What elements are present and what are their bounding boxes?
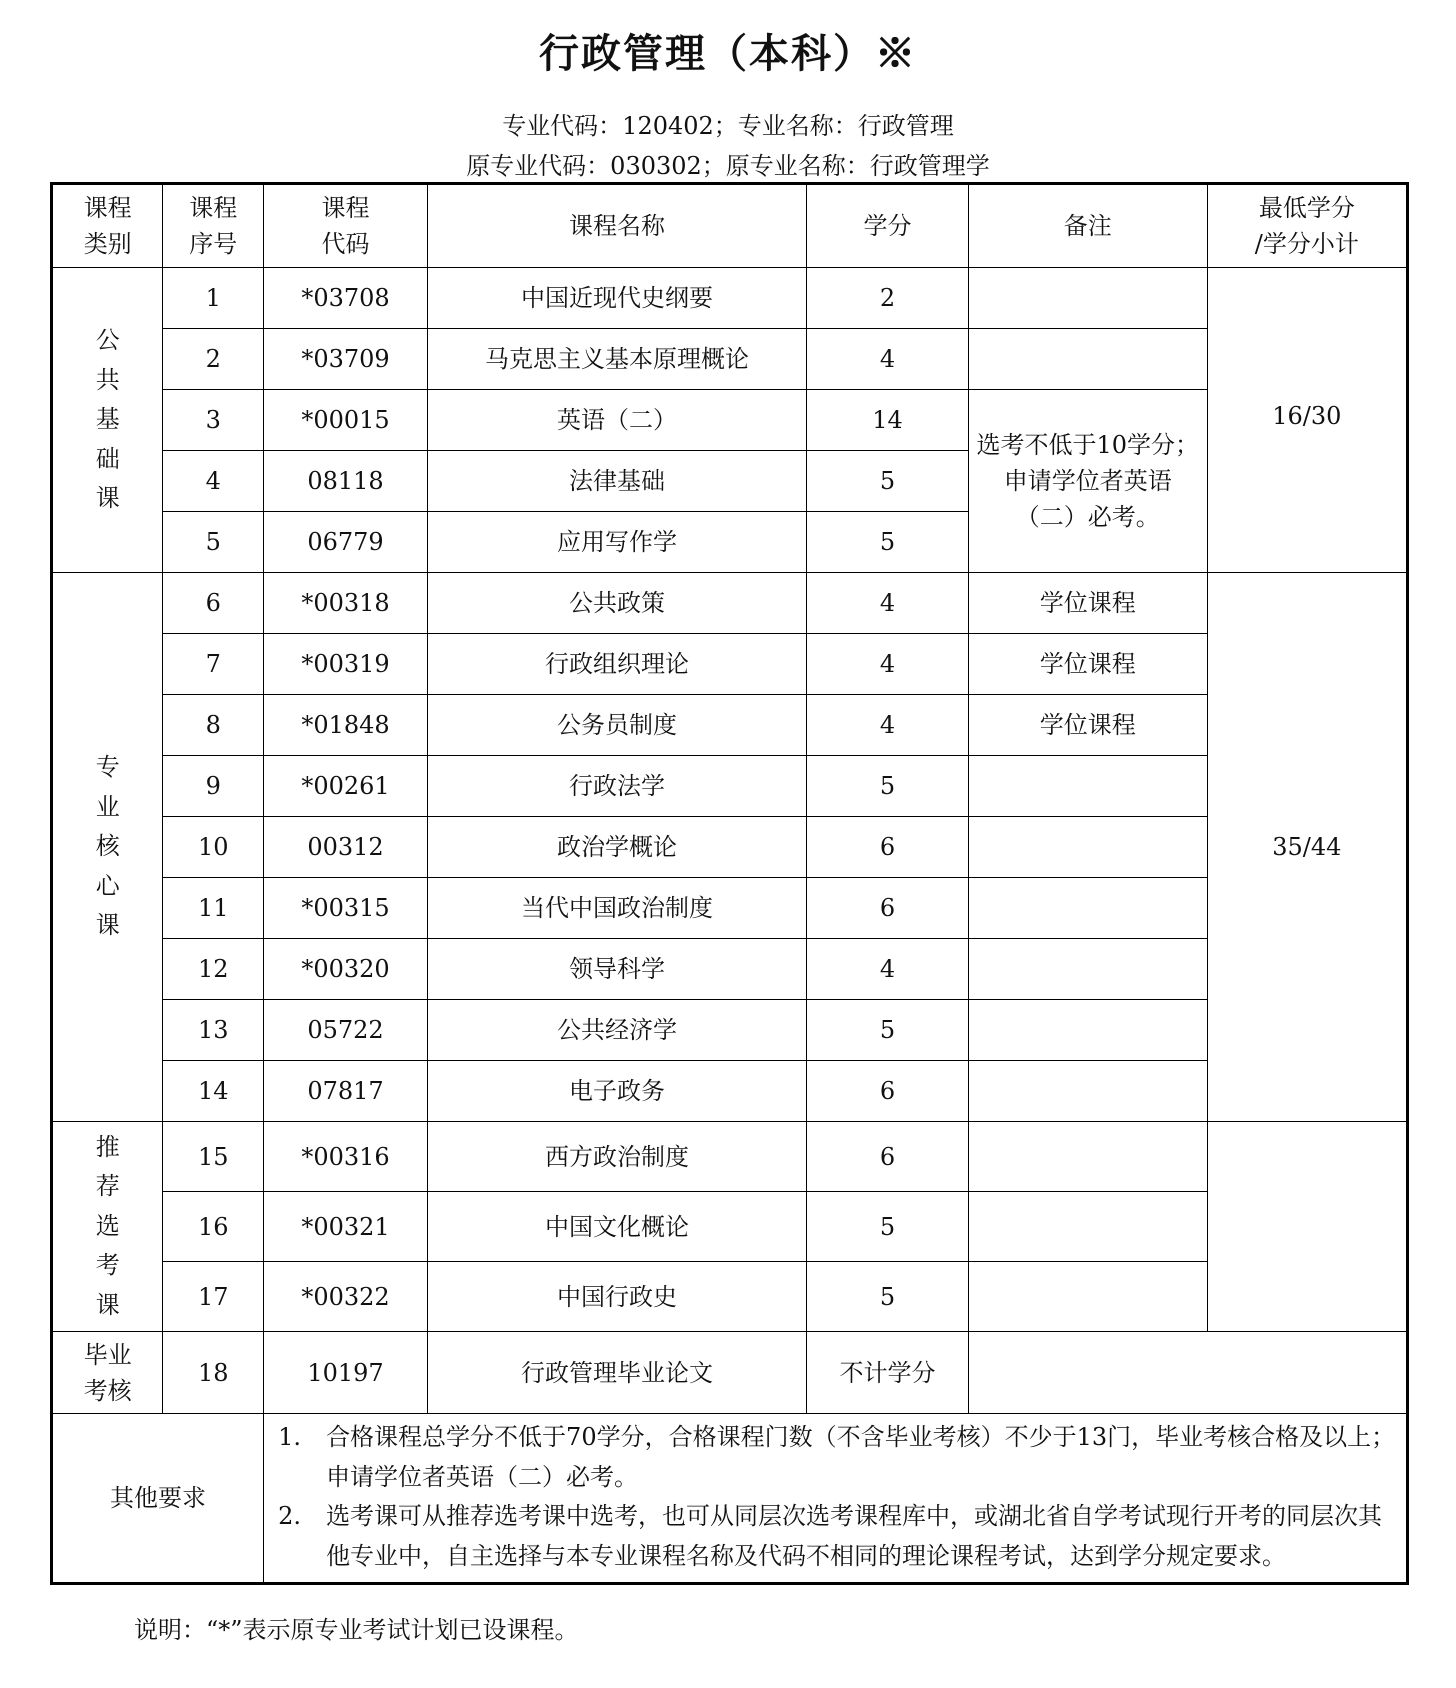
page-title: 行政管理（本科）※ [539,30,917,77]
course-remark [968,1000,1207,1061]
course-name: 马克思主义基本原理概论 [427,329,806,390]
course-seq: 17 [163,1262,264,1332]
course-remark [968,878,1207,939]
course-code: *00315 [264,878,428,939]
course-remark: 学位课程 [968,573,1207,634]
course-remark [968,1262,1207,1332]
course-code: *00318 [264,573,428,634]
category-core: 专 业 核 心 课 [52,573,163,1122]
course-remark [968,817,1207,878]
course-credit: 6 [807,1122,969,1192]
table-row [52,1000,1408,1061]
course-code: *00319 [264,634,428,695]
course-name: 中国行政史 [427,1262,806,1332]
course-seq: 6 [163,573,264,634]
course-remark [968,756,1207,817]
footnote: 说明：“*”表示原专业考试计划已设课程。 [134,1616,579,1644]
course-remark [968,939,1207,1000]
course-credit: 5 [807,756,969,817]
course-seq: 9 [163,756,264,817]
header-min-credit: 最低学分 /学分小计 [1207,184,1407,268]
course-remark [968,329,1207,390]
graduation-row [52,1332,1408,1414]
min-credit-elective [1207,1122,1407,1332]
course-code: 05722 [264,1000,428,1061]
course-name: 行政法学 [427,756,806,817]
course-name: 西方政治制度 [427,1122,806,1192]
course-credit: 6 [807,878,969,939]
table-row [52,573,1408,634]
course-name: 行政管理毕业论文 [427,1332,806,1414]
table-row [52,695,1408,756]
requirement-item: 1. 合格课程总学分不低于70学分，合格课程门数（不含毕业考核）不少于13门，毕业考核合格及以上；申请学位者英语（二）必考。 [278,1423,1396,1491]
course-seq: 8 [163,695,264,756]
table-row [52,634,1408,695]
category-public-basic: 公 共 基 础 课 [52,268,163,573]
course-code: *00322 [264,1262,428,1332]
course-credit: 4 [807,329,969,390]
curriculum-table [50,182,1409,1585]
course-seq: 2 [163,329,264,390]
merged-remark: 选考不低于10学分； 申请学位者英语 （二）必考。 [968,390,1207,573]
table-row [52,817,1408,878]
course-seq: 5 [163,512,264,573]
course-seq: 11 [163,878,264,939]
table-row [52,1061,1408,1122]
header-credit: 学分 [807,184,969,268]
table-row [52,1192,1408,1262]
table-row [52,268,1408,329]
course-name: 英语（二） [427,390,806,451]
header-category: 课程 类别 [52,184,163,268]
course-code: *03708 [264,268,428,329]
course-seq: 16 [163,1192,264,1262]
course-code: *03709 [264,329,428,390]
table-row [52,756,1408,817]
course-name: 电子政务 [427,1061,806,1122]
course-seq: 18 [163,1332,264,1414]
course-code: 07817 [264,1061,428,1122]
course-seq: 10 [163,817,264,878]
course-code: *00321 [264,1192,428,1262]
requirement-item: 2. 选考课可从推荐选考课中选考，也可从同层次选考课程库中，或湖北省自学考试现行开考的同层次其他专业中，自主选择与本专业课程名称及代码不相同的理论课程考试，达到学分规定要求。 [278,1502,1383,1570]
course-code: 08118 [264,451,428,512]
table-row [52,329,1408,390]
course-code: 06779 [264,512,428,573]
course-name: 领导科学 [427,939,806,1000]
course-code: 10197 [264,1332,428,1414]
course-code: *00261 [264,756,428,817]
course-credit: 5 [807,1192,969,1262]
min-credit-core: 35/44 [1207,573,1407,1122]
course-name: 中国文化概论 [427,1192,806,1262]
course-code: *00320 [264,939,428,1000]
course-code: *01848 [264,695,428,756]
course-name: 行政组织理论 [427,634,806,695]
header-seq: 课程 序号 [163,184,264,268]
course-credit: 5 [807,1262,969,1332]
course-name: 应用写作学 [427,512,806,573]
course-seq: 4 [163,451,264,512]
course-credit: 5 [807,451,969,512]
course-credit: 6 [807,1061,969,1122]
course-credit: 4 [807,939,969,1000]
course-name: 政治学概论 [427,817,806,878]
course-name: 法律基础 [427,451,806,512]
header-row [52,184,1408,268]
course-credit: 5 [807,512,969,573]
course-seq: 1 [163,268,264,329]
other-requirements-row [52,1414,1408,1584]
course-credit: 4 [807,634,969,695]
category-graduation: 毕业 考核 [52,1332,163,1414]
course-name: 公共经济学 [427,1000,806,1061]
header-name: 课程名称 [427,184,806,268]
other-requirements-content [264,1414,1408,1584]
course-remark [968,1122,1207,1192]
category-elective: 推 荐 选 考 课 [52,1122,163,1332]
graduation-remark [968,1332,1407,1414]
course-name: 当代中国政治制度 [427,878,806,939]
course-name: 公务员制度 [427,695,806,756]
course-remark: 学位课程 [968,634,1207,695]
course-name: 公共政策 [427,573,806,634]
course-remark [968,268,1207,329]
course-remark [968,1061,1207,1122]
table-row [52,1262,1408,1332]
course-remark [968,1192,1207,1262]
course-seq: 13 [163,1000,264,1061]
course-seq: 3 [163,390,264,451]
course-seq: 7 [163,634,264,695]
course-credit: 2 [807,268,969,329]
table-row [52,390,1408,451]
header-code: 课程 代码 [264,184,428,268]
table-row [52,939,1408,1000]
course-code: 00312 [264,817,428,878]
table-row [52,1122,1408,1192]
major-code-line: 专业代码：120402；专业名称：行政管理 [502,112,954,140]
course-seq: 14 [163,1061,264,1122]
header-remark: 备注 [968,184,1207,268]
course-credit: 6 [807,817,969,878]
course-name: 中国近现代史纲要 [427,268,806,329]
course-credit: 不计学分 [807,1332,969,1414]
course-credit: 4 [807,573,969,634]
course-credit: 5 [807,1000,969,1061]
course-code: *00316 [264,1122,428,1192]
other-requirements-label: 其他要求 [52,1414,264,1584]
table-row [52,878,1408,939]
course-credit: 14 [807,390,969,451]
min-credit-public-basic: 16/30 [1207,268,1407,573]
course-seq: 15 [163,1122,264,1192]
course-remark: 学位课程 [968,695,1207,756]
course-seq: 12 [163,939,264,1000]
course-code: *00015 [264,390,428,451]
original-major-code-line: 原专业代码：030302；原专业名称：行政管理学 [466,152,990,180]
course-credit: 4 [807,695,969,756]
